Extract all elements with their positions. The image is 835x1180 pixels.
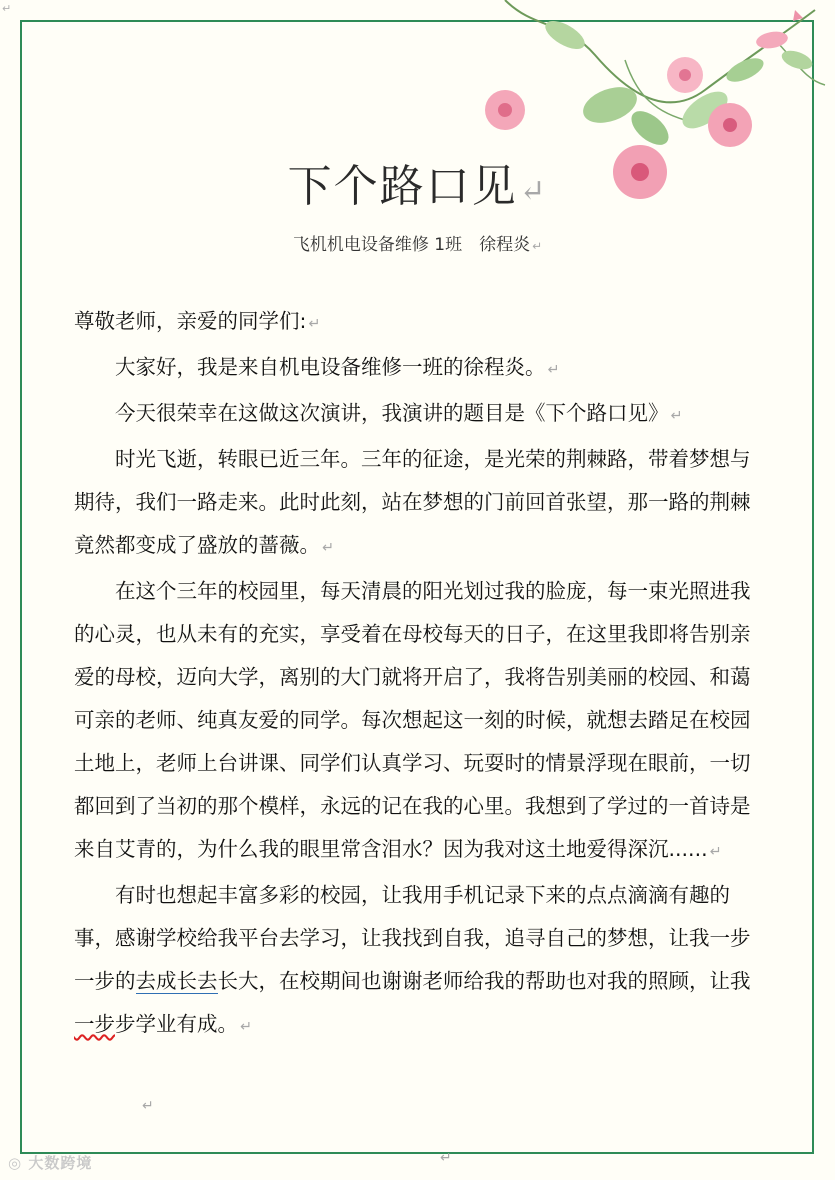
watermark-logo: ◎ 大数跨境 xyxy=(8,1154,93,1172)
paragraph-last: 有时也想起丰富多彩的校园，让我用手机记录下来的点点滴滴有趣的事，感谢学校给我平台去学习，让我找到自我，追寻自己的梦想，让我一步一步的去成长去长大，在校期间也谢谢老师给我的帮助也对我的照顾，让我一步步学业有成。 ↵ xyxy=(74,883,751,1036)
empty-paragraph-mark: ↵ xyxy=(142,1098,154,1114)
salutation: 尊敬老师，亲爱的同学们: ↵ xyxy=(74,309,321,333)
underlined-phrase: 去成长去 xyxy=(135,969,218,993)
paragraph: 今天很荣幸在这做这次演讲，我演讲的题目是《下个路口见》 ↵ xyxy=(115,401,683,425)
paragraph: 时光飞逝，转眼已近三年。三年的征途，是光荣的荆棘路，带着梦想与期待，我们一路走来。此时此刻，站在梦想的门前回首张望，那一路的荆棘竟然都变成了盛放的蔷薇。 ↵ xyxy=(74,447,751,557)
paragraph: 在这个三年的校园里，每天清晨的阳光划过我的脸庞，每一束光照进我的心灵，也从未有的充实，享受着在母校每天的日子，在这里我即将告别亲爱的母校，迈向大学，离别的大门就将开启了，我将告别美丽的校园、和蔼可亲的老师、纯真友爱的同学。每次想起这一刻的时候，就想去踏足在校园土地上，老师上台讲课、同学们认真学习、玩耍时的情景浮现在眼前，一切都回到了当初的那个模样，永远的记在我的心里。我想到了学过的一首诗是来自艾青的，为什么我的眼里常含泪水？因为我对这土地爱得深沉...... ↵ xyxy=(74,579,751,861)
speech-body xyxy=(74,300,754,1049)
para-mark-corner: ↵ xyxy=(2,2,12,15)
paragraph: 大家好，我是来自机电设备维修一班的徐程炎。 ↵ xyxy=(115,355,560,379)
author-line: 飞机机电设备维修 1班 徐程炎 ↵ xyxy=(292,235,543,255)
document-title: 下个路口见↵ xyxy=(287,161,548,212)
bottom-paragraph-mark: ↵ xyxy=(440,1150,452,1166)
spellcheck-underline: 一步 xyxy=(74,1012,115,1036)
